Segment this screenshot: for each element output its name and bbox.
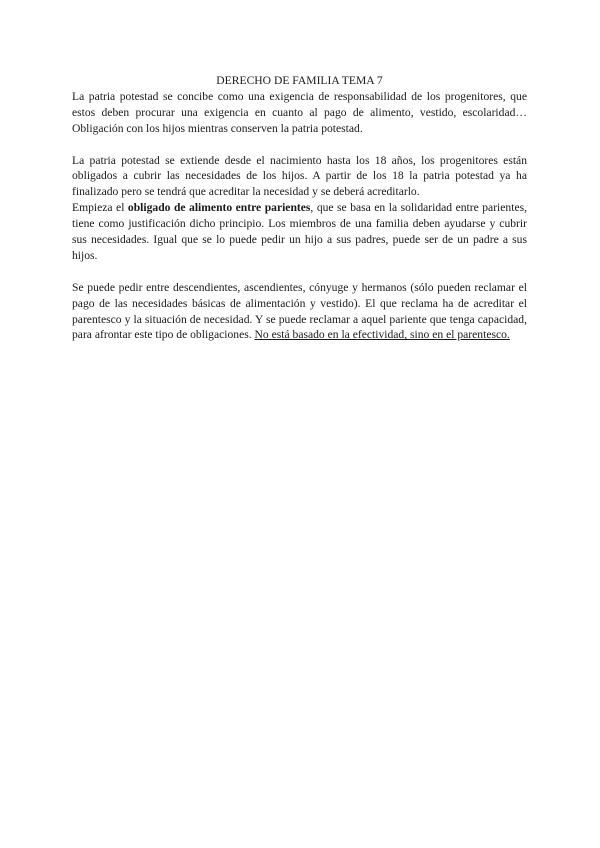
paragraph-reclamantes-body: Se puede pedir entre descendientes, ascendientes, cónyuge y hermanos (sólo pueden reclamar el pago de las necesidades básicas de alimentación y vestido). El que reclama ha de acreditar el parentesco y la situación de necesidad. Y se puede reclamar a aquel pariente que tenga capacidad, para afrontar este tipo de obligaciones. (72, 280, 527, 342)
paragraph-spacer (72, 137, 527, 153)
paragraph-alimento-intro: Empieza el (72, 201, 128, 215)
paragraph-alimento-body: , que se basa en la solidaridad entre parientes, tiene como justificación dicho principio. Los miembros de una familia deben ayudarse y cubrir sus necesidades. Igual que se lo puede pedir un hijo a sus padres, puede ser de un padre a sus hijos. (72, 201, 527, 262)
paragraph-reclamantes (72, 280, 527, 344)
paragraph-spacer (72, 264, 527, 280)
document-title: DERECHO DE FAMILIA TEMA 7 (216, 74, 383, 87)
document-page (72, 73, 527, 343)
paragraph-alimento-parientes (72, 200, 527, 264)
underlined-conclusion: No está basado en la efectividad, sino en el parentesco. (254, 328, 510, 342)
bold-term-obligado-alimento: obligado de alimento entre parientes (127, 201, 311, 215)
paragraph-patria-potestad-concept: La patria potestad se concibe como una exigencia de responsabilidad de los progenitores, que estos deben procurar una exigencia en cuanto al pago de alimento, vestido, escolaridad… Obligación con los hijos mientras conserven la patria potestad. (72, 89, 527, 135)
paragraph-patria-potestad-duration: La patria potestad se extiende desde el nacimiento hasta los 18 años, los progenitores están obligados a cubrir las necesidades de los hijos. A partir de los 18 la patria potestad ya ha finalizado pero se tendrá que acreditar la necesidad y se deberá acreditarlo. (72, 153, 527, 199)
